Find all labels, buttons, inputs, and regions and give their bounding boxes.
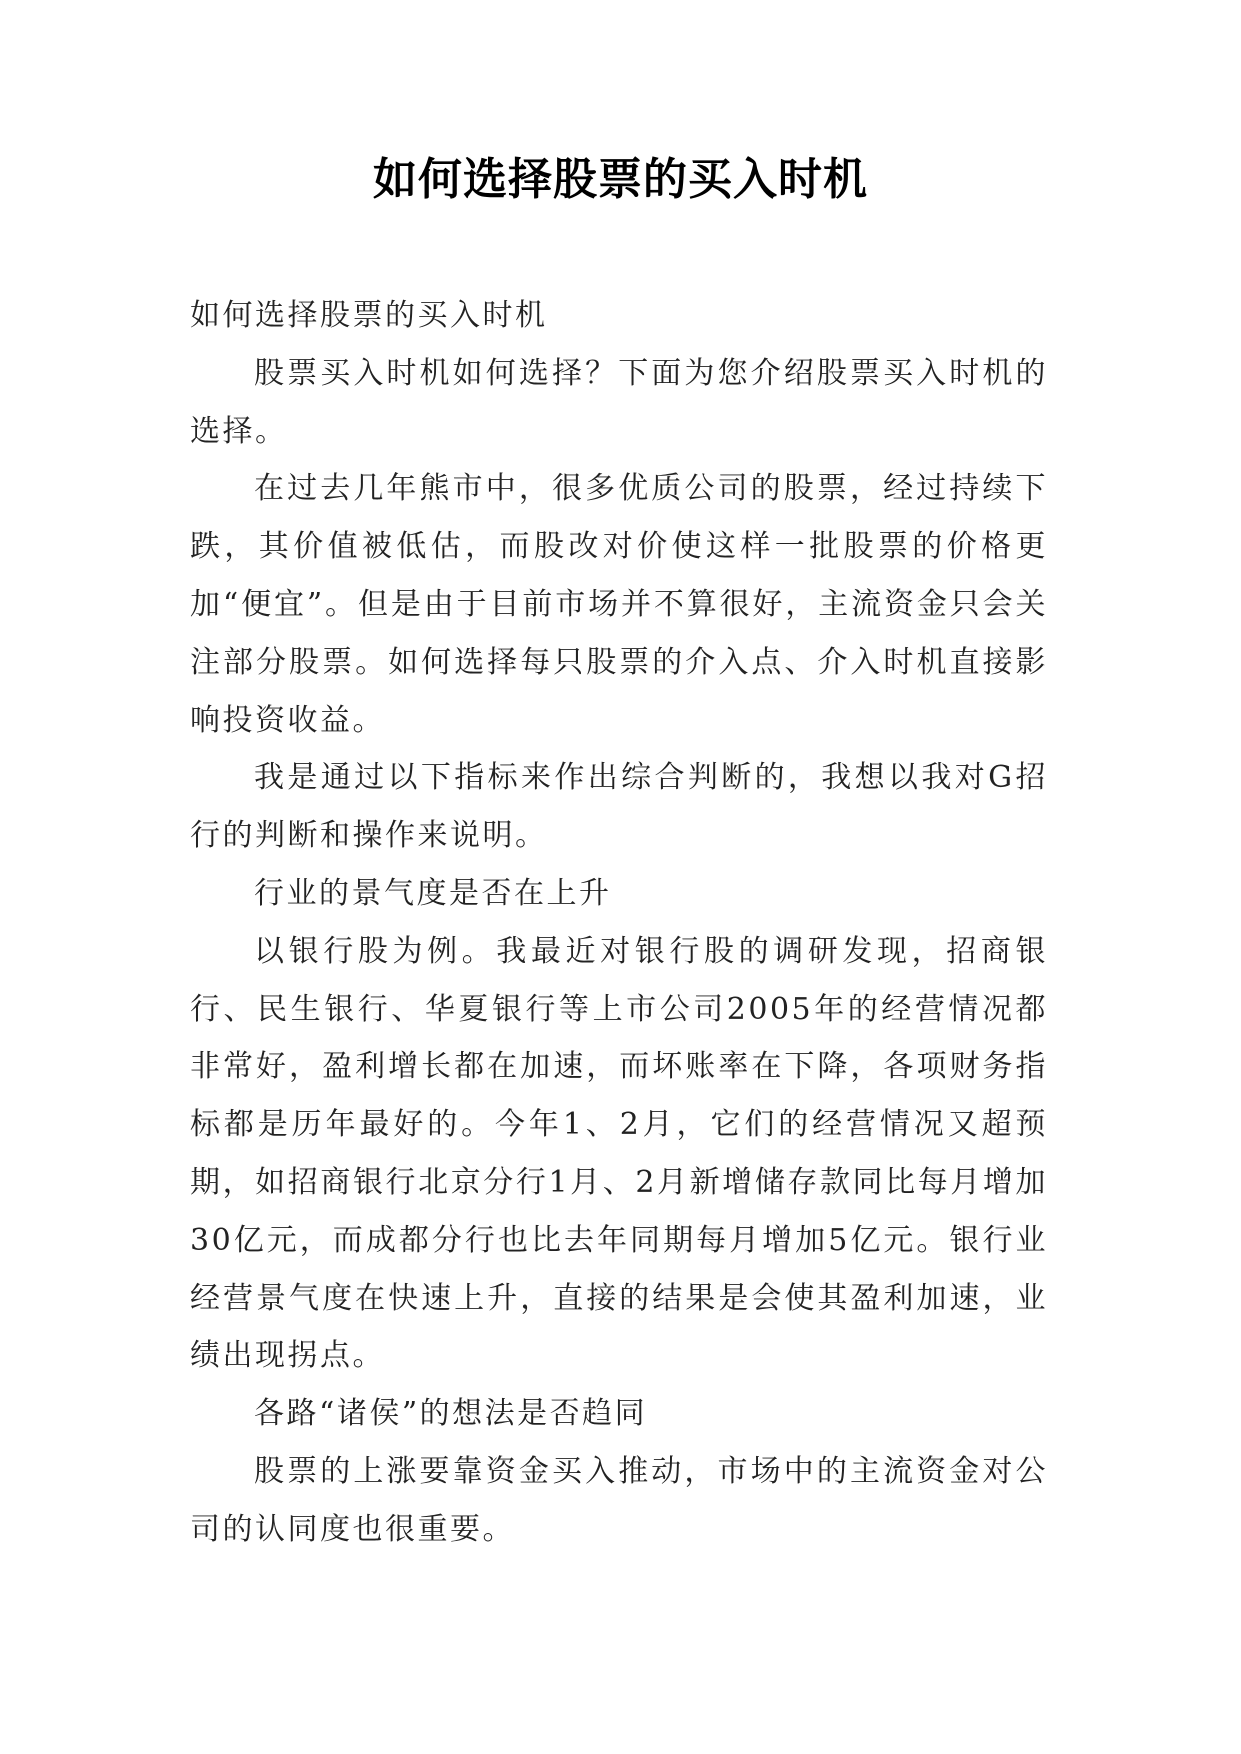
paragraph-subtitle: 如何选择股票的买入时机 xyxy=(190,298,548,333)
document-body xyxy=(190,287,1048,1559)
document-title: 如何选择股票的买入时机 xyxy=(373,154,868,205)
section-heading-industry: 行业的景气度是否在上升 xyxy=(254,875,612,911)
section-heading-consensus: 各路“诸侯”的想法是否趋同 xyxy=(254,1396,648,1432)
paragraph-bear-market: 在过去几年熊市中，很多优质公司的股票，经过持续下跌，其价值被低估，而股改对价使这样一批股票的价格更加“便宜”。但是由于目前市场并不算很好，主流资金只会关注部分股票。如何选择每只股票的介入点、介入时机直接影响投资收益。 xyxy=(190,471,1048,738)
paragraph-intro: 股票买入时机如何选择？下面为您介绍股票买入时机的选择。 xyxy=(190,355,1048,449)
paragraph-capital: 股票的上涨要靠资金买入推动，市场中的主流资金对公司的认同度也很重要。 xyxy=(190,1453,1048,1547)
paragraph-bank-example: 以银行股为例。我最近对银行股的调研发现，招商银行、民生银行、华夏银行等上市公司2005年的经营情况都非常好，盈利增长都在加速，而坏账率在下降，各项财务指标都是历年最好的。今年1、2月，它们的经营情况又超预期，如招商银行北京分行1月、2月新增储存款同比每月增加30亿元，而成都分行也比去年同期每月增加5亿元。银行业经营景气度在快速上升，直接的结果是会使其盈利加速，业绩出现拐点。 xyxy=(190,933,1048,1374)
paragraph-indicators: 我是通过以下指标来作出综合判断的，我想以我对G招行的判断和操作来说明。 xyxy=(190,760,1048,854)
